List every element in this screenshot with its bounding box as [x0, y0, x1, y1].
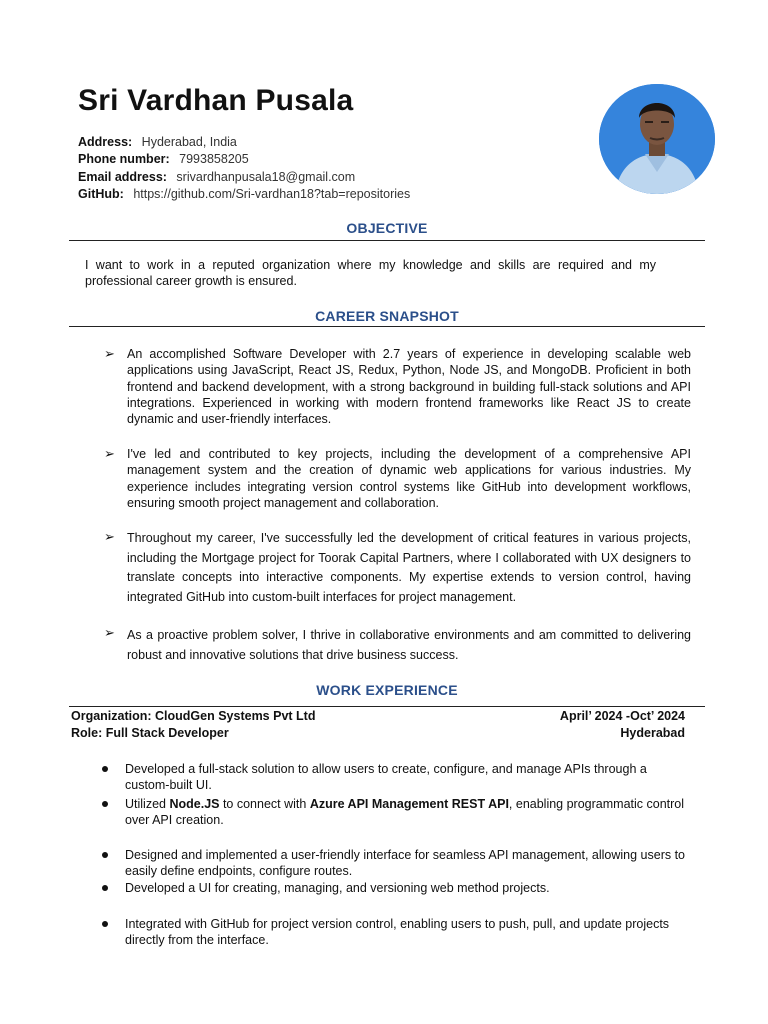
- candidate-name: Sri Vardhan Pusala: [78, 84, 354, 117]
- job-location: Hyderabad: [620, 726, 685, 740]
- work-point: Developed a UI for creating, managing, and versioning web method projects.: [125, 881, 550, 895]
- career-point: I've led and contributed to key projects, including the development of a comprehensive API management system and the creation of dynamic web applications for various industries. My experience includes integrating version control systems like GitHub into development workflows, ensuring smooth project management and collaboration.: [127, 447, 691, 510]
- job-org-row: [71, 708, 685, 725]
- work-point-text: to connect with: [219, 797, 310, 811]
- career-point: Throughout my career, I've successfully led the development of critical features in various projects, including the Mortgage project for Toorak Capital Partners, where I collaborated with UX designers to translate concepts into interactive components. My expertise extends to version control, having integrated GitHub into custom-built interfaces for project management.: [127, 531, 691, 605]
- bullet-dot-icon: [102, 921, 108, 927]
- contact-block: [78, 134, 410, 203]
- work-point-text: Utilized: [125, 797, 170, 811]
- work-point: [125, 796, 685, 828]
- profile-photo-illustration: [599, 84, 715, 194]
- career-point: An accomplished Software Developer with 2.7 years of experience in developing scalable web applications using JavaScript, React JS, Redux, Python, Node JS, and MongoDB. Proficient in both frontend and backend development, with a strong background in building full-stack solutions and API integrations. Experienced in working with modern frontend frameworks like React JS to create dynamic and user-friendly interfaces.: [127, 347, 691, 427]
- phone-label: Phone number:: [78, 152, 170, 167]
- work-point: Developed a full-stack solution to allow users to create, configure, and manage APIs through a custom-built UI.: [125, 762, 647, 792]
- email-value[interactable]: srivardhanpusala18@gmail.com: [176, 169, 356, 184]
- section-divider: [69, 240, 705, 241]
- arrow-bullet-icon: ➢: [104, 346, 115, 361]
- work-point-strong: Azure API Management REST API: [309, 797, 509, 811]
- github-row: [78, 186, 410, 203]
- email-row: [78, 169, 410, 186]
- section-divider: [69, 706, 705, 707]
- job-role: Role: Full Stack Developer: [71, 726, 229, 740]
- section-divider: [69, 326, 705, 327]
- bullet-dot-icon: [102, 766, 108, 772]
- job-organization: Organization: CloudGen Systems Pvt Ltd: [71, 709, 316, 723]
- arrow-bullet-icon: ➢: [104, 446, 115, 461]
- work-point-text: , enabling programmatic control over API creation.: [125, 797, 685, 827]
- arrow-bullet-icon: ➢: [104, 625, 115, 640]
- phone-value: 7993858205: [179, 152, 249, 167]
- phone-row: [78, 151, 410, 168]
- email-label: Email address:: [78, 169, 167, 184]
- career-point: As a proactive problem solver, I thrive in collaborative environments and am committed to delivering robust and innovative solutions that drive business success.: [127, 628, 691, 662]
- section-title-career: CAREER SNAPSHOT: [315, 308, 459, 324]
- bullet-dot-icon: [102, 801, 108, 807]
- address-label: Address:: [78, 135, 133, 149]
- job-dates: April’ 2024 -Oct’ 2024: [559, 709, 685, 723]
- section-title-work: WORK EXPERIENCE: [316, 682, 458, 698]
- bullet-dot-icon: [102, 885, 108, 891]
- work-point: Designed and implemented a user-friendly interface for seamless API management, allowing users to easily define endpoints, configure routes.: [125, 848, 686, 878]
- objective-text: I want to work in a reputed organization where my knowledge and skills are required and my professional career growth is ensured.: [85, 258, 656, 289]
- job-role-row: [71, 725, 685, 742]
- address-value: Hyderabad, India: [141, 135, 237, 149]
- work-point-strong: Node.JS: [169, 797, 220, 811]
- address-row: [78, 134, 410, 151]
- github-label: GitHub:: [78, 186, 124, 201]
- profile-photo: [599, 84, 715, 194]
- arrow-bullet-icon: ➢: [104, 529, 115, 544]
- section-title-objective: OBJECTIVE: [346, 220, 428, 236]
- work-point: Integrated with GitHub for project version control, enabling users to push, pull, and update projects directly from the interface.: [125, 917, 670, 947]
- bullet-dot-icon: [102, 852, 108, 858]
- github-link[interactable]: https://github.com/Sri-vardhan18?tab=repositories: [133, 186, 411, 201]
